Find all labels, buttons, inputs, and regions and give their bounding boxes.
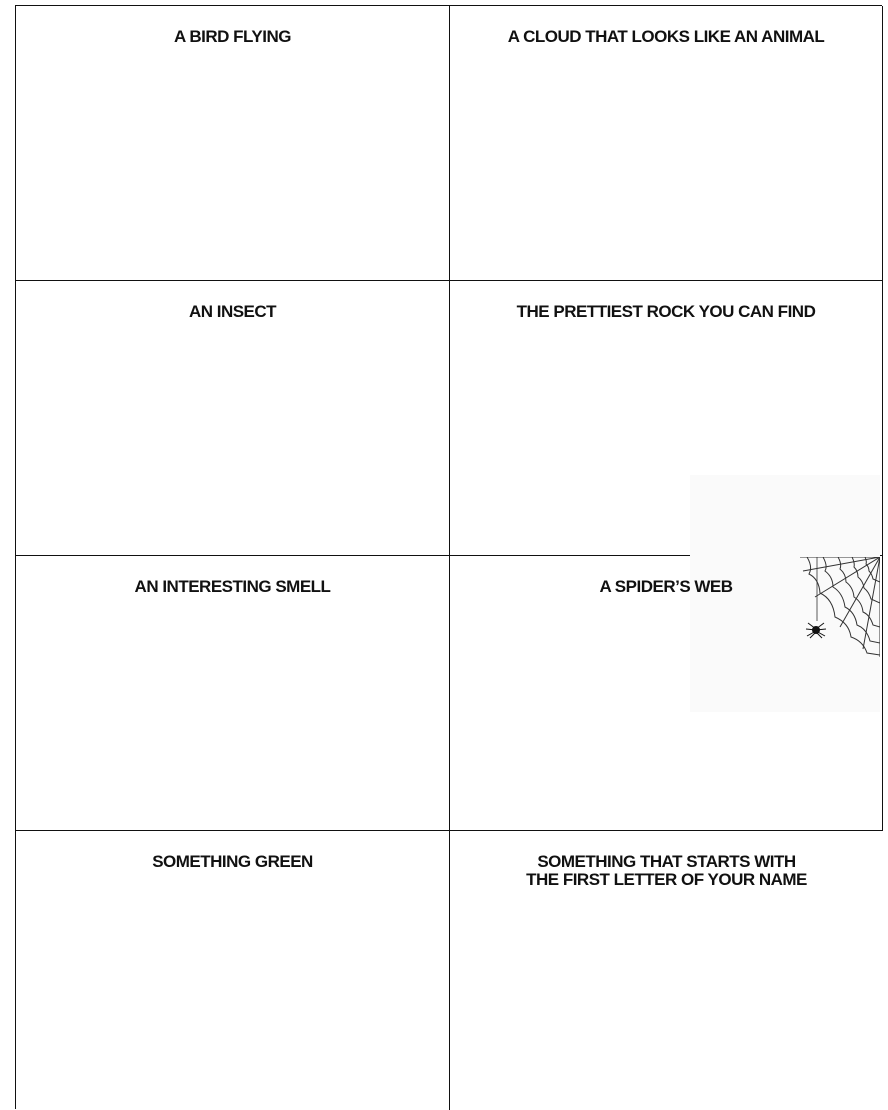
hunt-item-label: A CLOUD THAT LOOKS LIKE AN ANIMAL: [507, 27, 825, 46]
hunt-cell: [450, 831, 883, 1110]
hunt-cell: [16, 6, 450, 281]
hunt-cell: [16, 281, 450, 556]
hunt-item-label: THE PRETTIEST ROCK YOU CAN FIND: [516, 302, 816, 321]
hunt-item-label: AN INSECT: [188, 302, 277, 321]
spider-icon: [805, 621, 827, 639]
hunt-cell: [450, 6, 883, 281]
hunt-cell: [16, 831, 450, 1110]
hunt-item-label: A BIRD FLYING: [174, 27, 291, 46]
hunt-item-label: A SPIDER’S WEB: [599, 577, 733, 596]
spider-web-icon: [785, 557, 880, 657]
hunt-item-label: AN INTERESTING SMELL: [134, 577, 331, 596]
hunt-cell: [16, 556, 450, 831]
hunt-item-label: SOMETHING THAT STARTS WITH THE FIRST LETTER OF YOUR NAME: [526, 852, 807, 889]
hunt-item-label: SOMETHING GREEN: [152, 852, 313, 871]
